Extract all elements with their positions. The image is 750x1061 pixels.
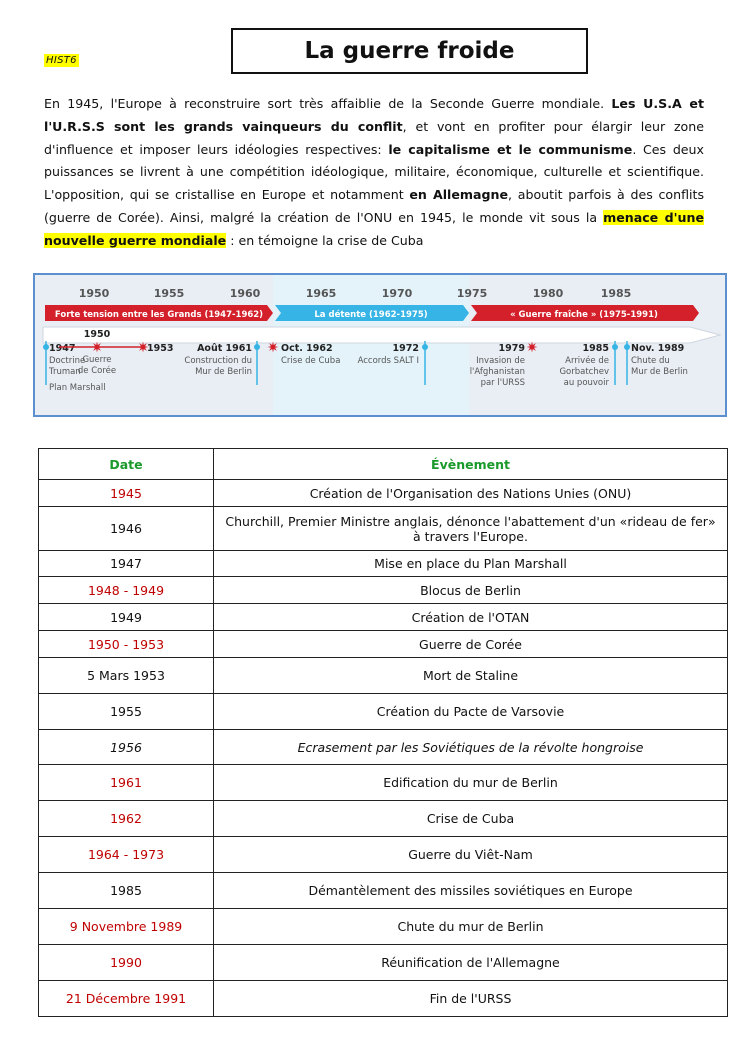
row-event: Crise de Cuba: [214, 801, 728, 837]
row-event: Churchill, Premier Ministre anglais, dénonce l'abattement d'un «rideau de fer» à travers l'Europe.: [214, 507, 728, 551]
row-event: Guerre de Corée: [214, 631, 728, 658]
event-description: Chute du: [631, 356, 670, 366]
event-year-label: 1950: [83, 329, 111, 340]
timeline-period-label: « Guerre fraîche » (1975-1991): [510, 310, 658, 320]
row-event: Edification du mur de Berlin: [214, 765, 728, 801]
event-description: Crise de Cuba: [281, 356, 341, 366]
event-description: Arrivée de: [565, 356, 609, 366]
events-table: [38, 448, 728, 1017]
row-event: Démantèlement des missiles soviétiques en Europe: [214, 873, 728, 909]
event-year-label: Oct. 1962: [281, 343, 333, 354]
intro-text: , et vont en profiter pour élargir leur zone d'influence et imposer leurs idéologies respectives:: [44, 118, 704, 157]
header-date: Date: [39, 449, 214, 480]
event-year-label: Août 1961: [197, 343, 252, 354]
event-description: Accords SALT I: [357, 356, 419, 366]
event-year-label: 1972: [392, 343, 419, 354]
row-date: 1950 - 1953: [39, 631, 214, 658]
row-event: Mort de Staline: [214, 658, 728, 694]
table-row: [39, 577, 728, 604]
intro-bold: Les U.S.A et l'U.R.S.S sont les grands vainqueurs du conflit: [44, 96, 704, 134]
timeline-svg: [35, 275, 725, 415]
timeline-arrow: [43, 327, 720, 343]
table-row: [39, 730, 728, 765]
event-description: par l'URSS: [480, 378, 525, 388]
row-date: 1949: [39, 604, 214, 631]
event-marker-burst: [527, 342, 538, 353]
document-code-tag: HIST6: [46, 55, 77, 66]
table-row: [39, 631, 728, 658]
timeline-year-label: 1970: [381, 287, 413, 300]
timeline-year-label: 1965: [305, 287, 337, 300]
event-marker-dot: [624, 344, 630, 350]
event-marker-burst: [268, 342, 279, 353]
event-description: de Corée: [77, 366, 117, 376]
row-event: Fin de l'URSS: [214, 981, 728, 1017]
event-year-label: 1985: [582, 343, 609, 354]
event-description: Plan Marshall: [49, 383, 106, 393]
event-description: Mur de Berlin: [195, 367, 252, 377]
row-date: 1956: [39, 730, 214, 765]
row-event: Guerre du Viêt-Nam: [214, 837, 728, 873]
table-row: [39, 694, 728, 730]
event-description: l'Afghanistan: [469, 367, 525, 377]
intro-highlight: menace d'une nouvelle guerre mondiale: [44, 209, 704, 248]
timeline-figure: [33, 273, 727, 417]
row-date: 21 Décembre 1991: [39, 981, 214, 1017]
event-year-label: 1953: [147, 343, 174, 354]
row-event: Blocus de Berlin: [214, 577, 728, 604]
row-date: 1964 - 1973: [39, 837, 214, 873]
row-date: 5 Mars 1953: [39, 658, 214, 694]
intro-text: En 1945, l'Europe à reconstruire sort très affaiblie de la Seconde Guerre mondiale.: [44, 96, 612, 111]
event-year-label: Nov. 1989: [631, 343, 685, 354]
event-description: Invasion de: [476, 356, 525, 366]
event-description: Construction du: [184, 356, 252, 366]
row-event: Ecrasement par les Soviétiques de la révolte hongroise: [214, 730, 728, 765]
table-row: [39, 945, 728, 981]
table-row: [39, 658, 728, 694]
event-description: au pouvoir: [563, 378, 609, 388]
timeline-year-label: 1980: [532, 287, 564, 300]
event-description: Truman: [49, 367, 81, 377]
row-date: 1948 - 1949: [39, 577, 214, 604]
row-event: Réunification de l'Allemagne: [214, 945, 728, 981]
event-marker-dot: [422, 344, 428, 350]
header-event: Évènement: [214, 449, 728, 480]
event-description: Doctrine: [49, 356, 86, 366]
row-event: Mise en place du Plan Marshall: [214, 551, 728, 577]
row-event: Création du Pacte de Varsovie: [214, 694, 728, 730]
table-row: [39, 551, 728, 577]
table-row: [39, 981, 728, 1017]
intro-paragraph: [44, 93, 704, 253]
table-row: [39, 909, 728, 945]
timeline-year-label: 1950: [78, 287, 110, 300]
intro-text: , aboutit parfois à des conflits (guerre de Corée). Ainsi, malgré la création de l'ONU en 1945, le monde vit sous la: [44, 187, 704, 225]
table-header-row: [39, 449, 728, 480]
row-event: Création de l'Organisation des Nations Unies (ONU): [214, 480, 728, 507]
row-date: 1947: [39, 551, 214, 577]
table-row: [39, 873, 728, 909]
event-description: Guerre: [82, 355, 112, 365]
event-description: Mur de Berlin: [631, 367, 688, 377]
row-date: 1955: [39, 694, 214, 730]
timeline-year-label: 1985: [600, 287, 632, 300]
table-row: [39, 765, 728, 801]
intro-bold: en Allemagne: [409, 187, 509, 203]
row-date: 1946: [39, 507, 214, 551]
timeline-period-label: La détente (1962-1975): [314, 310, 428, 320]
event-year-label: 1979: [498, 343, 525, 354]
row-date: 1961: [39, 765, 214, 801]
table-row: [39, 480, 728, 507]
timeline-year-label: 1960: [229, 287, 261, 300]
table-row: [39, 837, 728, 873]
event-marker-dot: [254, 344, 260, 350]
timeline-period-label: Forte tension entre les Grands (1947-1962): [54, 310, 264, 320]
row-date: 1945: [39, 480, 214, 507]
row-event: Chute du mur de Berlin: [214, 909, 728, 945]
intro-text: : en témoigne la crise de Cuba: [226, 232, 424, 248]
event-marker-dot: [612, 344, 618, 350]
timeline-year-label: 1975: [456, 287, 488, 300]
page-title: La guerre froide: [231, 28, 588, 74]
event-year-label: 1947: [49, 343, 76, 354]
row-date: 1990: [39, 945, 214, 981]
table-row: [39, 604, 728, 631]
event-description: Gorbatchev: [559, 367, 609, 377]
table-row: [39, 801, 728, 837]
row-event: Création de l'OTAN: [214, 604, 728, 631]
intro-text: . Ces deux puissances se livrent à une compétition idéologique, militaire, économique, culturelle et scientifique. L'opposition, qui se cristallise en Europe et notamment: [44, 141, 704, 203]
intro-bold: le capitalisme et le communisme: [388, 141, 633, 157]
row-date: 1962: [39, 801, 214, 837]
timeline-year-label: 1955: [153, 287, 185, 300]
row-date: 1985: [39, 873, 214, 909]
row-date: 9 Novembre 1989: [39, 909, 214, 945]
table-row: [39, 507, 728, 551]
